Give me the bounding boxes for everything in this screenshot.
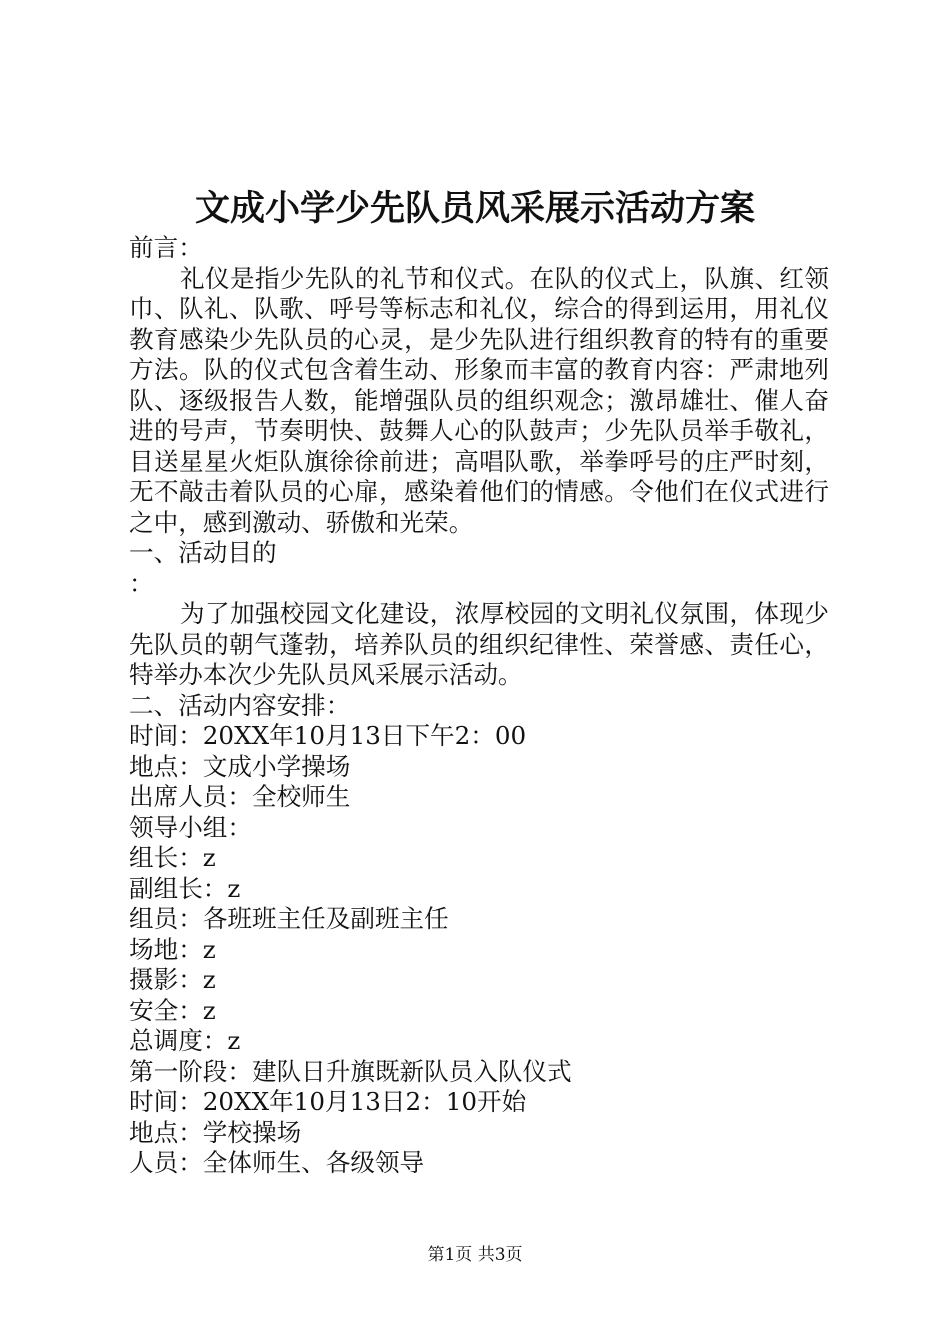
schedule-line: 场地：z <box>129 934 216 964</box>
schedule-line: 副组长：z <box>129 873 241 903</box>
purpose-paragraph: 为了加强校园文化建设，浓厚校园的文明礼仪氛围，体现少先队员的朝气蓬勃，培养队员的组织纪律性、荣誉感、责任心，特举办本次少先队员风采展示活动。 <box>129 599 829 689</box>
schedule-line: 时间：20XX年10月13日2：10开始 <box>129 1087 527 1116</box>
schedule-line: 地点：学校操场 <box>129 1117 302 1147</box>
schedule-line: 组员：各班班主任及副班主任 <box>129 904 449 933</box>
schedule-line: 地点：文成小学操场 <box>129 751 351 781</box>
document-body <box>129 233 829 1179</box>
page-number-footer: 第1页 共3页 <box>427 1245 523 1265</box>
document-title: 文成小学少先队员风采展示活动方案 <box>194 188 755 229</box>
schedule-line: 领导小组： <box>129 812 252 842</box>
section-heading-purpose: 一、活动目的 <box>129 538 277 567</box>
schedule-line: 摄影：z <box>129 965 216 994</box>
schedule-line: 第一阶段：建队日升旗既新队员入队仪式 <box>129 1056 572 1086</box>
schedule-line: 总调度：z <box>129 1026 241 1055</box>
preface-label: 前言： <box>129 233 203 262</box>
schedule-line: 安全：z <box>129 995 216 1025</box>
schedule-line: 出席人员：全校师生 <box>129 782 351 811</box>
schedule-line: 人员：全体师生、各级领导 <box>129 1148 425 1177</box>
preface-paragraph: 礼仪是指少先队的礼节和仪式。在队的仪式上，队旗、红领巾、队礼、队歌、呼号等标志和礼仪，综合的得到运用，用礼仪教育感染少先队员的心灵，是少先队进行组织教育的特有的重要方法。队的仪式包含着生动、形象而丰富的教育内容：严肃地列队、逐级报告人数，能增强队员的组织观念；激昂雄壮、催人奋进的号声，节奏明快、鼓舞人心的队鼓声；少先队员举手敬礼，目送星星火炬队旗徐徐前进；高唱队歌，举拳呼号的庄严时刻，无不敲击着队员的心扉，感染着他们的情感。令他们在仪式进行之中，感到激动、骄傲和光荣。 <box>129 263 829 537</box>
schedule-line: 时间：20XX年10月13日下午2：00 <box>129 721 527 750</box>
section-heading-schedule: 二、活动内容安排： <box>129 690 351 720</box>
section-heading-colon: ： <box>129 568 154 598</box>
schedule-line: 组长：z <box>129 843 216 872</box>
